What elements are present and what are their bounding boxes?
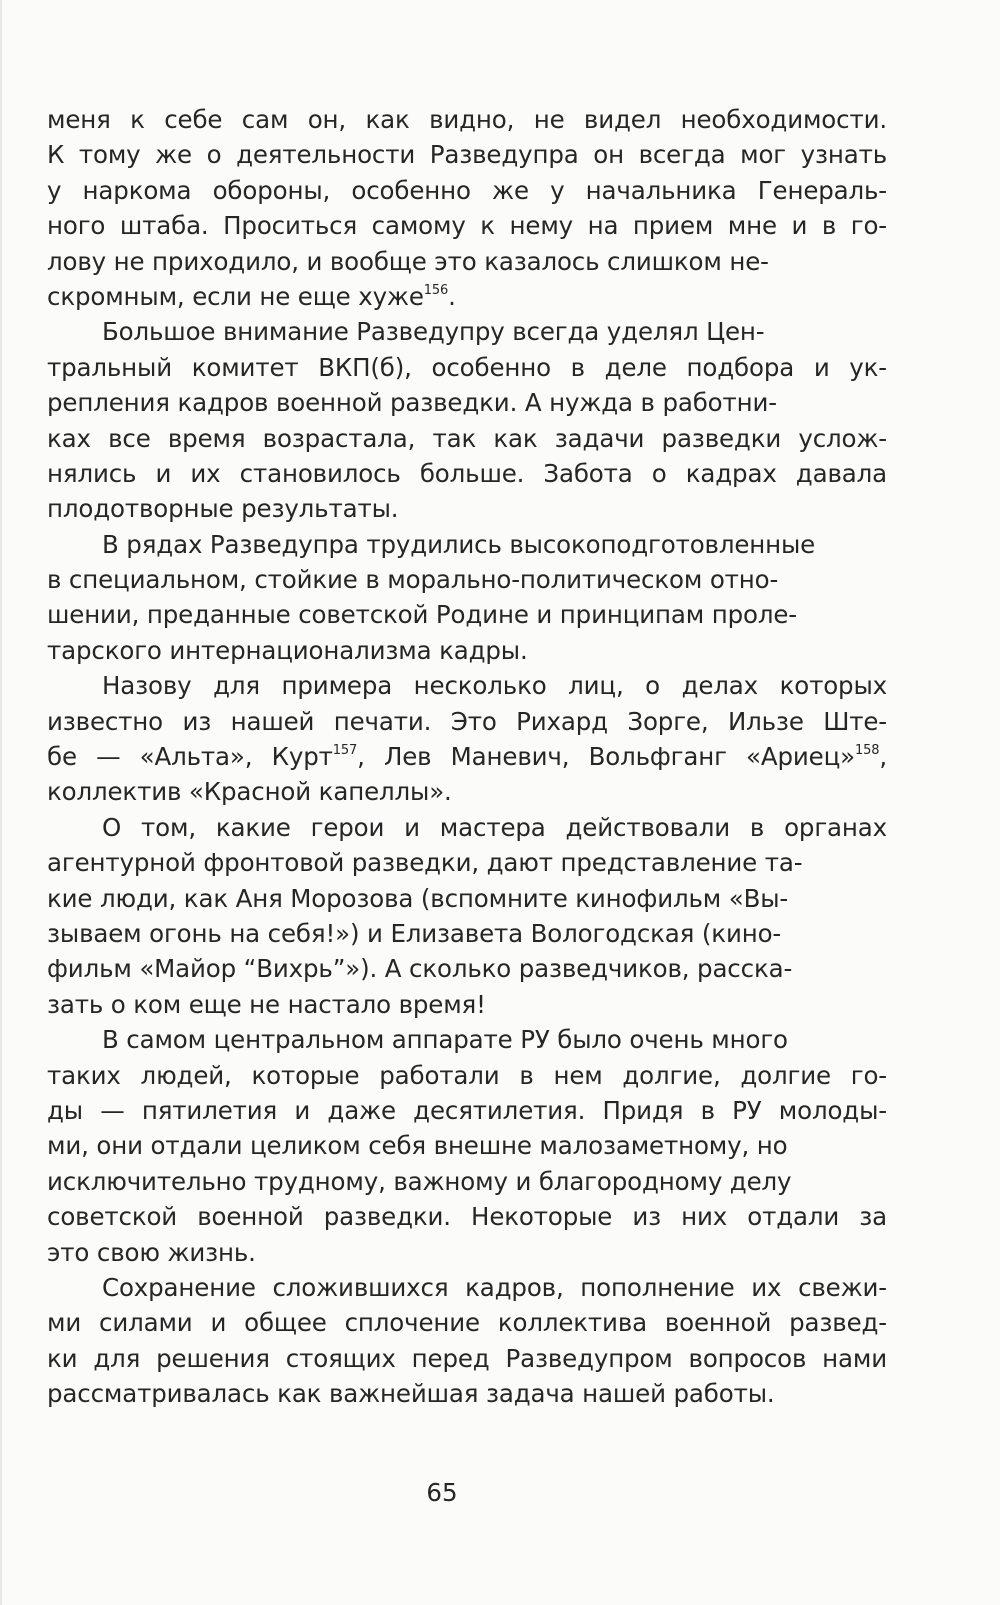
text-line: это свою жизнь. <box>47 1237 256 1267</box>
paragraph-start: В самом центральном аппарате РУ было очень много <box>102 1025 788 1055</box>
text-line: исключительно трудному, важному и благородному делу <box>47 1166 792 1196</box>
text-line: тарского интернационализма кадры. <box>47 635 528 665</box>
paragraph-start: В рядах Разведупра трудились высокоподготовленные <box>102 529 816 559</box>
text-line: ного штаба. Проситься самому к нему на прием мне и в го- <box>47 211 887 241</box>
text-line: зать о ком еще не настало время! <box>47 989 486 1019</box>
text-line: репления кадров военной разведки. А нужда в работни- <box>47 388 777 418</box>
text-span: , Лев Маневич, Вольфганг «Ариец» <box>357 742 855 772</box>
text-line: таких людей, которые работали в нем долгие, долгие го- <box>47 1060 887 1090</box>
text-line: К тому же о деятельности Разведупра он всегда мог узнать <box>47 140 887 170</box>
text-line <box>47 279 887 314</box>
text-line: советской военной разведки. Некоторые из них отдали за <box>47 1202 887 1232</box>
text-line: нялись и их становилось больше. Забота о кадрах давала <box>47 458 887 488</box>
footnote-ref-158: 158 <box>854 742 880 758</box>
punctuation: , <box>879 742 887 772</box>
body-text <box>47 102 887 1411</box>
text-line: рассматривалась как важнейшая задача нашей работы. <box>47 1379 775 1409</box>
paragraph-start: Большое внимание Разведупру всегда уделял Цен- <box>102 317 765 347</box>
text-line: шении, преданные советской Родине и принципам проле- <box>47 600 797 630</box>
footnote-ref-157: 157 <box>332 742 358 758</box>
text-line: ми силами и общее сплочение коллектива военной развед- <box>47 1308 887 1338</box>
text-line: фильм «Майор “Вихрь”»). А сколько разведчиков, расска- <box>47 954 793 984</box>
paragraph-start: Назову для примера несколько лиц, о делах которых <box>102 671 887 701</box>
text-line: лову не приходило, и вообще это казалось слишком не- <box>47 246 769 276</box>
punctuation: . <box>448 281 456 311</box>
text-line: агентурной фронтовой разведки, дают представление та- <box>47 848 803 878</box>
text-span: бе — «Альта», Курт <box>47 742 333 772</box>
text-line: у наркома обороны, особенно же у начальника Генераль- <box>47 175 887 205</box>
text-line: ми, они отдали целиком себя внешне малозаметному, но <box>47 1131 788 1161</box>
paragraph-start: О том, какие герои и мастера действовали в органах <box>102 812 887 842</box>
text-line: меня к себе сам он, как видно, не видел необходимости. <box>47 105 887 134</box>
text-line: в специальном, стойкие в морально-политическом отно- <box>47 565 779 595</box>
text-line: ды — пятилетия и даже десятилетия. Придя в РУ молоды- <box>47 1095 887 1125</box>
page-number: 65 <box>426 1478 458 1507</box>
text-line: зываем огонь на себя!») и Елизавета Вологодская (кино- <box>47 918 782 948</box>
paragraph-start: Сохранение сложившихся кадров, пополнение их свежи- <box>102 1272 887 1302</box>
text-line: тральный комитет ВКП(б), особенно в деле подбора и ук- <box>47 352 887 382</box>
text-line <box>47 739 887 774</box>
text-line: ки для решения стоящих перед Разведупром вопросов нами <box>47 1343 887 1373</box>
text-line: кие люди, как Аня Морозова (вспомните кинофильм «Вы- <box>47 883 789 913</box>
text-line: известно из нашей печати. Это Рихард Зорге, Ильзе Ште- <box>47 706 887 736</box>
text-line: коллектив «Красной капеллы». <box>47 777 452 807</box>
text-line: плодотворные результаты. <box>47 494 399 524</box>
footnote-ref-156: 156 <box>423 282 449 298</box>
text-line: ках все время возрастала, так как задачи разведки услож- <box>47 423 887 453</box>
text-span: скромным, если не еще хуже <box>47 281 424 311</box>
